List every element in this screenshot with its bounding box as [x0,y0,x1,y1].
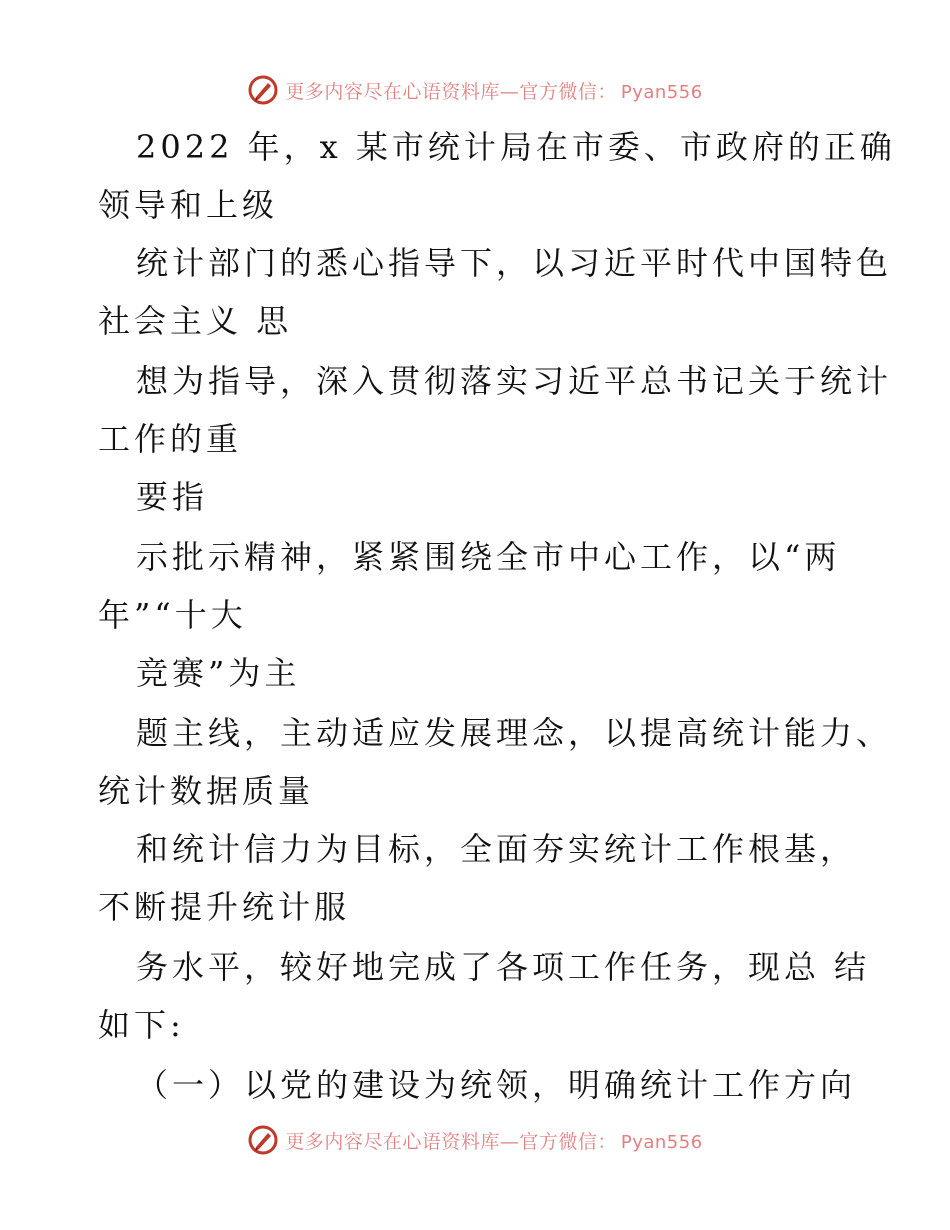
text-line: 工作的重 [98,420,243,458]
pen-logo-icon [247,74,279,106]
watermark-header [0,70,950,110]
text-line: 2022 年，x 某市统计局在市委、市政府的正确 [136,128,896,166]
section-heading: （一）以党的建设为统领，明确统计工作方向 [136,1066,857,1104]
text-line: 统计数据质量 [98,772,315,810]
watermark-text: 更多内容尽在心语资料库—官方微信： Pyan556 [285,1130,703,1153]
text-line: 领导和上级 [98,186,279,224]
watermark-footer [0,1120,950,1160]
text-line: 竞赛”为主 [136,654,301,692]
text-line: 不断提升统计服 [98,888,351,926]
text-line: 统计部门的悉心指导下，以习近平时代中国特色 [136,244,893,282]
text-line: 想为指导，深入贯彻落实习近平总书记关于统计 [136,362,893,400]
text-line: 年”“十大 [98,596,247,634]
text-line: 和统计信力为目标，全面夯实统计工作根基， [136,830,857,868]
text-line: 题主线，主动适应发展理念，以提高统计能力、 [136,714,893,752]
watermark-text: 更多内容尽在心语资料库—官方微信： Pyan556 [285,80,703,103]
text-line: 如下: [98,1006,185,1044]
text-line: 务水平，较好地完成了各项工作任务，现总 结 [136,948,871,986]
text-line: 示批示精神，紧紧围绕全市中心工作，以“两 [136,538,841,576]
pen-logo-icon [247,1124,279,1156]
text-line: 社会主义 思 [98,302,293,340]
text-line: 要指 [136,478,209,516]
